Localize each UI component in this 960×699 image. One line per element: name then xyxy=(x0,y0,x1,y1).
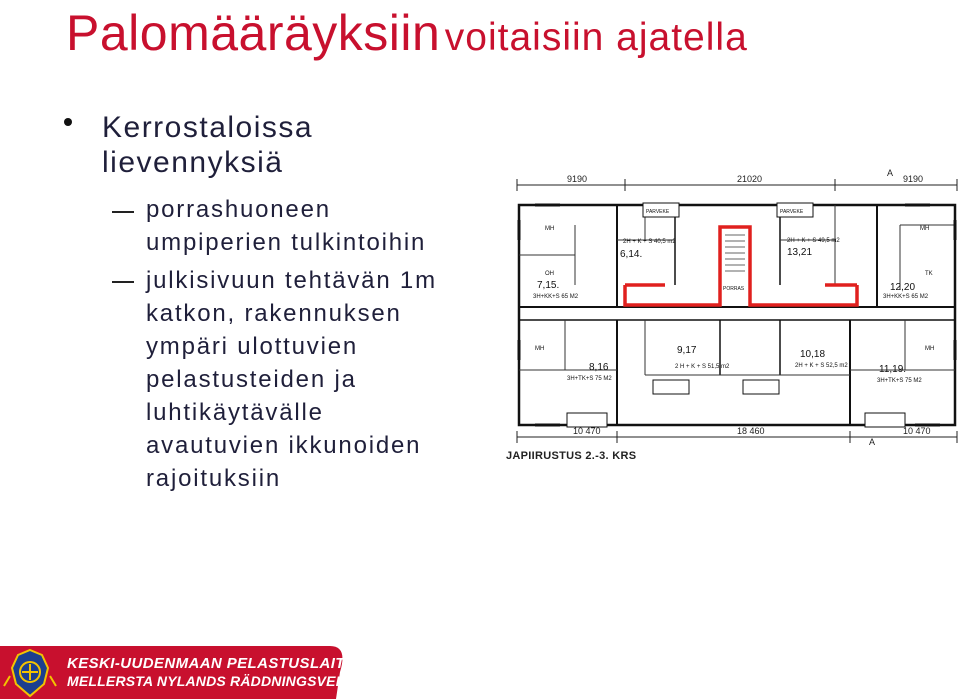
sub-bullet-dash xyxy=(112,211,134,213)
sub-bullet-line: porrashuoneen xyxy=(146,196,331,223)
area-label: 12,20 xyxy=(890,282,916,293)
room-label: TK xyxy=(925,271,933,277)
room-label: MH xyxy=(545,226,555,232)
footer-org-sv: MELLERSTA NYLANDS RÄDDNINGSVERK xyxy=(67,673,357,689)
room-label: MH xyxy=(535,346,545,352)
area-label: 8,16 xyxy=(589,362,609,373)
bullet-main-line: Kerrostaloissa xyxy=(102,111,314,144)
title-sub: voitaisiin ajatella xyxy=(444,16,748,59)
bullet-dot xyxy=(64,118,72,126)
apt-type: 3H+TK+S 75 M2 xyxy=(567,376,612,382)
dim-top: 21020 xyxy=(737,174,763,184)
area-label: 11,19. xyxy=(879,364,907,375)
sub-bullet-line: julkisivuun tehtävän 1m xyxy=(146,267,437,294)
dim-bottom: 10 470 xyxy=(573,426,601,436)
bullet-main-line: lievennyksiä xyxy=(102,146,284,179)
dim-bottom: 10 470 xyxy=(903,426,931,436)
area-label: 9,17 xyxy=(677,345,697,356)
sub-bullet-line: ympäri ulottuvien xyxy=(146,333,359,360)
apt-type: 2H + K + S 40,5 m2 xyxy=(623,239,676,245)
room-label: PARVEKE xyxy=(780,209,804,215)
area-label: 7,15. xyxy=(537,280,560,291)
sub-bullet-line: avautuvien ikkunoiden xyxy=(146,432,422,459)
room-label: MH xyxy=(920,226,930,232)
plan-caption: JAPIIRUSTUS 2.-3. KRS xyxy=(506,450,637,462)
footer-org-fi: KESKI-UUDENMAAN PELASTUSLAITOS xyxy=(67,655,368,672)
section-mark: A xyxy=(869,437,876,447)
area-label: 6,14. xyxy=(620,249,643,260)
sub-bullet-1 xyxy=(146,193,486,259)
slide-title xyxy=(66,4,748,62)
apt-type: 3H+KK+S 65 M2 xyxy=(533,294,579,300)
bullet-main xyxy=(102,110,502,180)
room-label: PARVEKE xyxy=(646,209,670,215)
dim-bottom: 18 460 xyxy=(737,426,765,436)
room-label: OH xyxy=(545,271,554,277)
floor-plan xyxy=(505,165,960,450)
room-label: MH xyxy=(925,346,935,352)
area-label: 13,21 xyxy=(787,247,813,258)
sub-bullet-line: rajoituksiin xyxy=(146,465,281,492)
apt-type: 3H+TK+S 75 M2 xyxy=(877,378,922,384)
sub-bullet-2 xyxy=(146,264,486,495)
sub-bullet-line: luhtikäytävälle xyxy=(146,399,324,426)
sub-bullet-line: pelastusteiden ja xyxy=(146,366,357,393)
apt-type: 2H + K + S 52,5 m2 xyxy=(795,363,848,369)
sub-bullet-line: katkon, rakennuksen xyxy=(146,300,402,327)
dim-top: 9190 xyxy=(903,174,924,184)
dim-top: 9190 xyxy=(567,174,588,184)
apt-type: 3H+KK+S 65 M2 xyxy=(883,294,929,300)
apt-type: 2 H + K + S 51,5 m2 xyxy=(675,364,730,370)
section-mark: A xyxy=(887,168,894,178)
title-main: Palomääräyksiin xyxy=(66,5,441,61)
room-label: PORRAS xyxy=(723,286,745,292)
sub-bullet-line: umpiperien tulkintoihin xyxy=(146,229,427,256)
area-label: 10,18 xyxy=(800,349,826,360)
sub-bullet-dash xyxy=(112,281,134,283)
apt-type: 2H + K + S 49,5 m2 xyxy=(787,238,840,244)
